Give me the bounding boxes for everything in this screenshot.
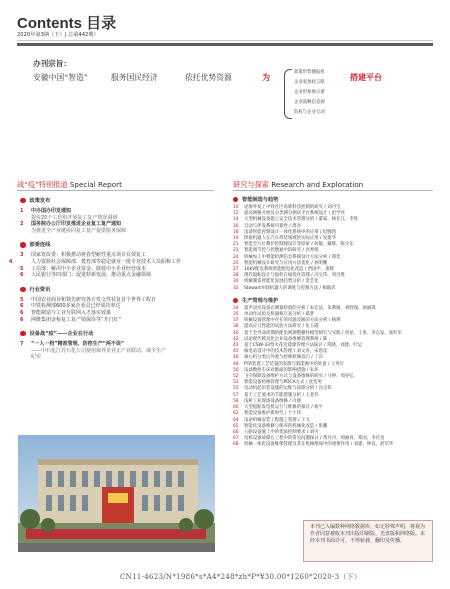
left-section-title-en: Special Report bbox=[69, 180, 122, 189]
toc-entry[interactable]: 40 基于全寿命周期的配电网调整操作模型研究与实践 / 周星、王勇、李宗发、张红军 bbox=[233, 330, 402, 336]
toc-entry[interactable]: 35 单动作试验及机器相互高分析 / 葛梦 bbox=[233, 312, 315, 318]
right-toc bbox=[233, 196, 433, 449]
toc-entry[interactable]: 19 焊接机器人在汽车焊装领域的实际应用 / 发建华 bbox=[233, 236, 337, 242]
toc-entry[interactable]: 53 智能设备检修管理与PDCA方式 / 沈奕男 bbox=[233, 380, 322, 386]
toc-entry[interactable]: 2 国务院办公厅印发推进企业复工复产通知 bbox=[20, 221, 122, 228]
toc-category bbox=[233, 297, 433, 304]
toc-entry[interactable]: 24 机械加工中智能检测信息系统设计方法分析 / 邢奕 bbox=[233, 254, 341, 260]
publication-code: CN11-4623/N*1986*s*A4*248*zh*P*¥30.00*1260*2020-3（下） bbox=[120, 573, 362, 581]
brace-bracket bbox=[284, 69, 292, 119]
toc-entry[interactable]: 6 人民银行等四部门：促进特新发展、推动重点金融领域 bbox=[20, 272, 152, 279]
issue-info: 2020年第3期（下）| 总第442期） bbox=[17, 32, 99, 38]
toc-entry[interactable]: 10 论海外复工中铁社区高新科技控制的研究 / 刘丹宝 bbox=[233, 205, 341, 210]
page-title: Contents 目录 bbox=[17, 15, 117, 32]
toc-category bbox=[20, 286, 215, 293]
brace-item: 企业家参政言路 bbox=[294, 80, 325, 85]
mission-part-1: 安徽中国“智造” bbox=[33, 73, 88, 82]
toc-entry[interactable]: 57 基于工艺要求的节能措施分析 / 王金芬 bbox=[233, 392, 319, 398]
bullet-dot-icon bbox=[20, 242, 26, 248]
brace-item: 院校与企业互动 bbox=[294, 110, 325, 115]
toc-category bbox=[20, 330, 215, 337]
brace-item: 企业形象展示窗 bbox=[294, 90, 325, 95]
toc-category bbox=[20, 241, 215, 248]
toc-entry[interactable]: 6 中铁检测部600多家企业具已经成功率达 bbox=[20, 303, 121, 310]
toc-entry-sub: 纪实 bbox=[31, 354, 42, 361]
mission-connector: 为 bbox=[262, 72, 270, 82]
toc-entry[interactable]: 16 自动与伴发系统可靠性 / 周谷 bbox=[233, 223, 301, 229]
toc-category-label: 智能制造与趋势 bbox=[242, 197, 279, 203]
mission-part-2: 服务国民经济 bbox=[111, 73, 158, 82]
left-section-title bbox=[17, 180, 122, 190]
bullet-dot-icon bbox=[233, 298, 238, 303]
bullet-dot-icon bbox=[20, 198, 26, 204]
toc-entry[interactable]: 21 智能全方位教护控制理设计等原研 / 何敏、戴辉、陈少东 bbox=[233, 242, 354, 248]
toc-entry[interactable]: 66 公路设备施工中的优质控制要求 / 刘可 bbox=[233, 429, 319, 435]
toc-category bbox=[20, 197, 215, 204]
toc-entry[interactable]: 27 10kV配电系统智能配电化改造 / 贾国平、康辉 bbox=[233, 267, 335, 273]
toc-entry[interactable]: 38 提高应刀性能的试验方法研究 / 伍玉霞 bbox=[233, 324, 319, 330]
toc-category-label: 部委连线 bbox=[29, 242, 51, 249]
toc-entry[interactable]: 43 基于CSW-33型火花室能源管理方法探讨 / 常晓、刘建、叶运 bbox=[233, 343, 363, 349]
left-section-title-cn: 战“疫”特别报道 bbox=[17, 180, 68, 189]
toc-entry[interactable]: 55 电动机起吊装设施的运维与故障分析 / 冯宝伟 bbox=[233, 386, 332, 392]
toc-entry-sub: ——中石化江苏石化公司使用保养企业正产业联动，减少生产 bbox=[31, 347, 167, 354]
toc-entry[interactable]: 34 超声浸水设备在测量检验的分析 / 朱宏法、朱利敏、刘胜瑞、颜丽嵩 bbox=[233, 305, 376, 311]
toc-entry[interactable]: 52 飞空保障设备维护方式与设备维修的研究 / 马婷、周亮弘 bbox=[233, 374, 354, 380]
brace-item: 政策形势播报机 bbox=[294, 70, 325, 75]
toc-entry[interactable]: 42 试论现代模具化企业设备维修管理系统 / 陈 bbox=[233, 336, 328, 342]
toc-entry[interactable]: 6 网维集团金检复工复产销保诊等“开门红” bbox=[20, 316, 122, 323]
cover-photo bbox=[18, 435, 215, 552]
toc-category bbox=[233, 196, 433, 203]
right-section-divider bbox=[233, 190, 433, 191]
toc-entry[interactable]: 5 中国农业商业和领先研究各方发文件获复首个世界工程日 bbox=[20, 296, 157, 303]
toc-entry[interactable]: 45 核电站设计中的技术管理 / 刘文涛、宋思雷 bbox=[233, 349, 328, 355]
toc-entry[interactable]: 67 电机设备故障在工程中的常见问题探讨 / 黄丹丹、周丽君、郑国、李社星 bbox=[233, 436, 385, 442]
toc-entry[interactable]: 60 大型船舶发电机运行与维修的探讨 / 杨宇 bbox=[233, 405, 323, 411]
right-section-title bbox=[233, 180, 363, 190]
toc-entry[interactable]: 37 机械设备管理中存在的问题及解决方法分析 / 杨瑛 bbox=[233, 318, 341, 324]
toc-entry[interactable]: 46 离心机分类后外观与检修检修技巧 / 丁莎 bbox=[233, 355, 323, 361]
bullet-dot-icon bbox=[20, 287, 26, 293]
building-photo-illustration bbox=[18, 435, 215, 552]
copyright-notice: 本刊已入编数种网络数据库，如无特殊声明，将视为作者同意被收本刊出版印刷版、光盘版和网络版。未经本刊书面许可，不得转载、翻印及传播。 bbox=[303, 520, 433, 562]
toc-entry[interactable]: 7 “一人一档”精准管理，防控生产“两不误” bbox=[20, 341, 125, 348]
toc-entry[interactable]: 30 机械制造智能化发展趋势分析 / 金艺化 bbox=[233, 279, 319, 285]
toc-entry[interactable]: 64 浅论机械安装工程施工管理 / 王飞 bbox=[233, 417, 310, 423]
toc-entry[interactable]: 65 智能化设备维修与保养的机械化改造 / 张鹏 bbox=[233, 423, 328, 429]
toc-entry[interactable]: 50 浅谈数控车床对锥面的影响措施 / 朱环 bbox=[233, 367, 319, 373]
right-section-title-cn: 研究与探索 bbox=[233, 180, 269, 189]
mission-outcome: 搭建平台 bbox=[350, 72, 382, 82]
toc-category-label: 政策发布 bbox=[29, 198, 51, 204]
bullet-dot-icon bbox=[233, 197, 238, 202]
toc-entry[interactable]: 68 机械一体化设备维保管理及其在机械维保中的重要作用 / 刘建、钟良、赵军华 bbox=[233, 442, 394, 448]
left-toc bbox=[9, 197, 215, 361]
header-strip bbox=[17, 43, 433, 46]
toc-entry-sub: 为推进全产业链协同复工复产提供服务保障 bbox=[31, 227, 127, 234]
toc-entry[interactable]: 3 国家发改委：积极推动将春型耐性重点项目有效复工 bbox=[20, 252, 147, 259]
toc-entry[interactable]: 1 中办国办印发通知 bbox=[20, 208, 72, 214]
toc-entry[interactable]: 62 智能设备维护新时代 / 于小伟 bbox=[233, 411, 301, 417]
right-section-title-en: Research and Exploration bbox=[271, 180, 364, 189]
left-section-divider bbox=[17, 190, 214, 191]
toc-entry[interactable]: 25 智能机械设计研究与应用方法优化 / 孙明鹏 bbox=[233, 260, 328, 266]
toc-entry[interactable]: 23 智能调节控与控数通中的研究 / 高秀娟 bbox=[233, 248, 319, 254]
toc-entry[interactable]: 4 人力资源社会保障部、教育部等稳定就业一批专业技术人员职称工作 bbox=[9, 258, 182, 265]
toc-entry[interactable]: 28 现代船舶设计与船检在线优化管理 / 冯宝伟、周宫胜 bbox=[233, 273, 345, 279]
toc-entry[interactable]: 58 浅析工业现场设备维修 / 冯康 bbox=[233, 398, 301, 404]
mission-part-3: 依托优势资源 bbox=[185, 73, 232, 82]
bullet-dot-icon bbox=[20, 331, 26, 337]
toc-entry[interactable]: 6 智能制造与工业互联网入才落实效果 bbox=[20, 309, 112, 316]
toc-entry[interactable]: 18 浅谈智能控制设计一体化系统中的应用 / 纪腾凯 bbox=[233, 229, 337, 235]
toc-category-label: 行业资讯 bbox=[29, 286, 51, 293]
toc-entry[interactable]: 12 提高网格开展及分类测分测试平台系统设计 / 赵学亮 bbox=[233, 211, 345, 217]
toc-entry[interactable]: 14 大型机械设备施工安全技术管理分析 / 董家、杨在江、李进 bbox=[233, 217, 359, 223]
brace-item: 企业战略信息源 bbox=[294, 100, 325, 105]
toc-entry[interactable]: 5 工信部：解决中小企业资金、降低中小企业经营成本 bbox=[20, 265, 147, 272]
mission-label: 办刊宗旨： bbox=[33, 59, 71, 68]
toc-entry[interactable]: 32 Stewart并联机器人的调度与控制方法 / 相联武 bbox=[233, 285, 336, 291]
toc-category-label: 生产管理与维护 bbox=[242, 297, 279, 304]
toc-entry-sub: 提价20个工作组开展复工复产情况调研 bbox=[31, 214, 118, 221]
toc-entry[interactable]: 48 PTA装置工艺装置的发散与新能源中的处置 / 王英年 bbox=[233, 361, 345, 367]
toc-category-label: 设备战“疫”——企业在行动 bbox=[29, 331, 94, 338]
header-divider bbox=[17, 40, 433, 41]
